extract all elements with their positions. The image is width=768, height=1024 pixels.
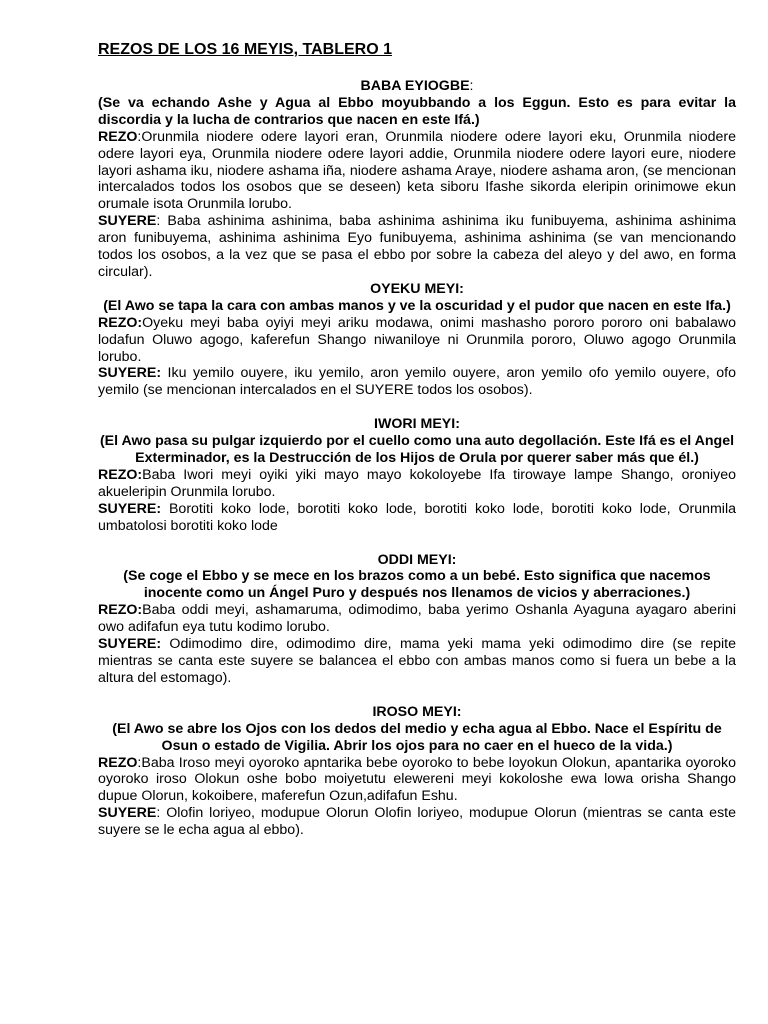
section-title [98,552,736,569]
rezo-text: :Orunmila niodere odere layori eran, Orunmila niodere odere layori eku, Orunmila niodere odere layori eya, Orunmila niodere odere layori addie, Orunmila niodere odere layori eure, niodere layori ashama iku, niodere ashama iña, niodere ashama Araye, niodere ashama aron, (se mencionan intercalados todos los osobos que se deseen) keta siboru Ifashe sikorda eleripin orinimowe ekun orumale isota Orunmila lorubo. [98,128,736,213]
rezo-paragraph [98,315,736,366]
rezo-label: REZO: [98,602,143,619]
section-note: (El Awo pasa su pulgar izquierdo por el cuello como una auto degollación. Este Ifá es el Angel Exterminador, es la Destrucción de los Hijos de Orula por querer saber más que él.) [99,433,735,467]
suyere-label: SUYERE [98,805,157,822]
section-name: IROSO MEYI: [372,703,462,720]
section-spacer [98,535,736,552]
suyere-text: Iku yemilo ouyere, iku yemilo, aron yemilo ouyere, aron yemilo ofo yemilo ouyere, ofo yemilo (se mencionan intercalados en el SUYERE todos los osobos). [98,365,736,399]
rezo-paragraph [98,467,736,501]
section-oddi-meyi [98,552,736,687]
suyere-label: SUYERE: [98,365,162,382]
section-name: BABA EYIOGBE [360,78,470,94]
section-title [98,416,736,433]
suyere-label: SUYERE [98,213,157,230]
section-baba-eyiogbe [98,78,736,281]
rezo-text: Baba oddi meyi, ashamaruma, odimodimo, baba yerimo Oshanla Ayaguna ayagaro aberini owo adifafun eya tutu kodimo lorubo. [98,602,736,636]
suyere-paragraph [98,213,736,281]
document-page [98,40,736,839]
section-note: (Se coge el Ebbo y se mece en los brazos como a un bebé. Esto significa que nacemos inocente como un Ángel Puro y después nos llenamos de vicios y aberraciones.) [123,568,711,602]
section-oyeku-meyi [98,281,736,399]
suyere-text: Odimodimo dire, odimodimo dire, mama yeki mama yeki odimodimo dire (se repite mientras se canta este suyere se balancea el ebbo con ambas manos como si fuera un bebe a la altura del estomago). [98,636,736,686]
rezo-text: Oyeku meyi baba oyiyi meyi ariku modawa, onimi mashasho pororo pororo oni babalawo lodafun Oluwo agogo, kaferefun Shango niwaniloye ni Orunmila pororo, Oluwo agogo Orunmila lorubo. [98,314,736,365]
section-iroso-meyi [98,704,736,839]
section-name: OYEKU MEYI: [370,280,464,297]
section-note: (El Awo se abre los Ojos con los dedos del medio y echa agua al Ebbo. Nace el Espíritu de Osun o estado de Vigilia. Abrir los ojos para no caer en el hueco de la vida.) [112,720,722,754]
document-title: REZOS DE LOS 16 MEYIS, TABLERO 1 [98,41,392,58]
rezo-paragraph [98,129,736,214]
section-title [98,78,736,95]
rezo-label: REZO: [98,466,143,483]
rezo-paragraph [98,755,736,806]
suyere-label: SUYERE: [98,500,162,517]
suyere-text: : Baba ashinima ashinima, baba ashinima ashinima iku funibuyema, ashinima ashinima aron funibuyema, ashinima ashinima Eyo funibuyema, ashinima ashinima (se van mencionando todos los osobos, a la vez que se pasa el ebbo por sobre la cabeza del aleyo y del awo, en forma circular). [98,213,736,280]
rezo-text: :Baba Iroso meyi oyoroko apntarika bebe oyoroko to bebe loyokun Olokun, apantarika oyoroko oyoroko iroso Olokun oshe bobo moiyetutu elewereni meyi kokoloshe ewa lowa orisha Shango dupue Olorun, kokoibere, maferefun Ozun,adifafun Eshu. [98,754,736,805]
suyere-text: : Olofin loriyeo, modupue Olorun Olofin loriyeo, modupue Olorun (mientras se canta este suyere se le echa agua al ebbo). [98,805,736,839]
suyere-label: SUYERE: [98,636,162,653]
section-spacer [98,687,736,704]
section-spacer [98,399,736,416]
rezo-text: Baba Iwori meyi oyiki yiki mayo mayo kokoloyebe Ifa tirowaye lampe Shango, oroniyeo akueleripin Orunmila lorubo. [98,466,736,500]
section-name-suffix: : [469,78,474,94]
section-iwori-meyi [98,416,736,534]
suyere-text: Borotiti koko lode, borotiti koko lode, borotiti koko lode, borotiti koko lode, Orunmila umbatolosi borotiti koko lode [98,500,736,534]
section-title [98,704,736,721]
section-name: IWORI MEYI: [374,416,460,433]
suyere-paragraph [98,501,736,535]
rezo-label: REZO: [98,314,143,331]
section-note: (Se va echando Ashe y Agua al Ebbo moyubbando a los Eggun. Esto es para evitar la discordia y la lucha de contrarios que nacen en este Ifá.) [98,94,736,128]
suyere-paragraph [98,805,736,839]
suyere-paragraph [98,636,736,687]
rezo-paragraph [98,602,736,636]
section-name: ODDI MEYI: [377,551,457,568]
section-title [98,281,736,298]
suyere-paragraph [98,365,736,399]
section-note: (El Awo se tapa la cara con ambas manos y ve la oscuridad y el pudor que nacen en este Ifa.) [103,297,731,314]
rezo-label: REZO [98,754,138,771]
rezo-label: REZO [98,128,138,145]
